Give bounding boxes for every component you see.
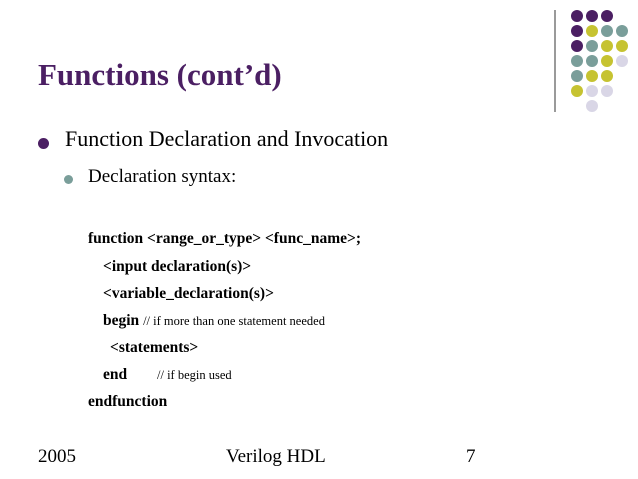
code-keyword-begin: begin [103, 312, 140, 329]
code-line-variable: <variable_declaration(s)> [103, 285, 274, 302]
dot [571, 10, 583, 22]
dot [586, 40, 598, 52]
dot [616, 55, 628, 67]
dot [586, 25, 598, 37]
dot [571, 40, 583, 52]
code-comment-end: // if begin used [157, 368, 232, 382]
code-line-end [103, 366, 232, 384]
dot [616, 40, 628, 52]
code-keyword-end: end [103, 366, 128, 383]
dot [571, 85, 583, 97]
code-comment-begin: // if more than one statement needed [143, 314, 325, 328]
dot [586, 70, 598, 82]
code-line-begin [103, 312, 325, 330]
code-line-function: function <range_or_type> <func_name>; [88, 230, 361, 247]
dot [601, 55, 613, 67]
code-line-input: <input declaration(s)> [103, 258, 252, 275]
code-line-endfunction: endfunction [88, 393, 168, 410]
dot [586, 100, 598, 112]
dot [601, 40, 613, 52]
bullet-level2-text: Declaration syntax: [88, 166, 237, 187]
dot [586, 10, 598, 22]
bullet-dot-icon [64, 175, 73, 184]
dot [601, 85, 613, 97]
dot [586, 55, 598, 67]
dot [571, 25, 583, 37]
dot [571, 70, 583, 82]
dot [601, 25, 613, 37]
dot [571, 55, 583, 67]
footer-page-number: 7 [466, 446, 476, 467]
slide-title: Functions (cont’d) [38, 57, 282, 92]
dot [616, 25, 628, 37]
code-line-statements: <statements> [110, 339, 199, 356]
vertical-divider [554, 10, 556, 112]
footer-year: 2005 [38, 446, 76, 467]
footer-title: Verilog HDL [226, 446, 326, 467]
dot [601, 70, 613, 82]
bullet-level1-text: Function Declaration and Invocation [65, 126, 389, 151]
dot [586, 85, 598, 97]
dot [601, 10, 613, 22]
bullet-dot-icon [38, 138, 49, 149]
